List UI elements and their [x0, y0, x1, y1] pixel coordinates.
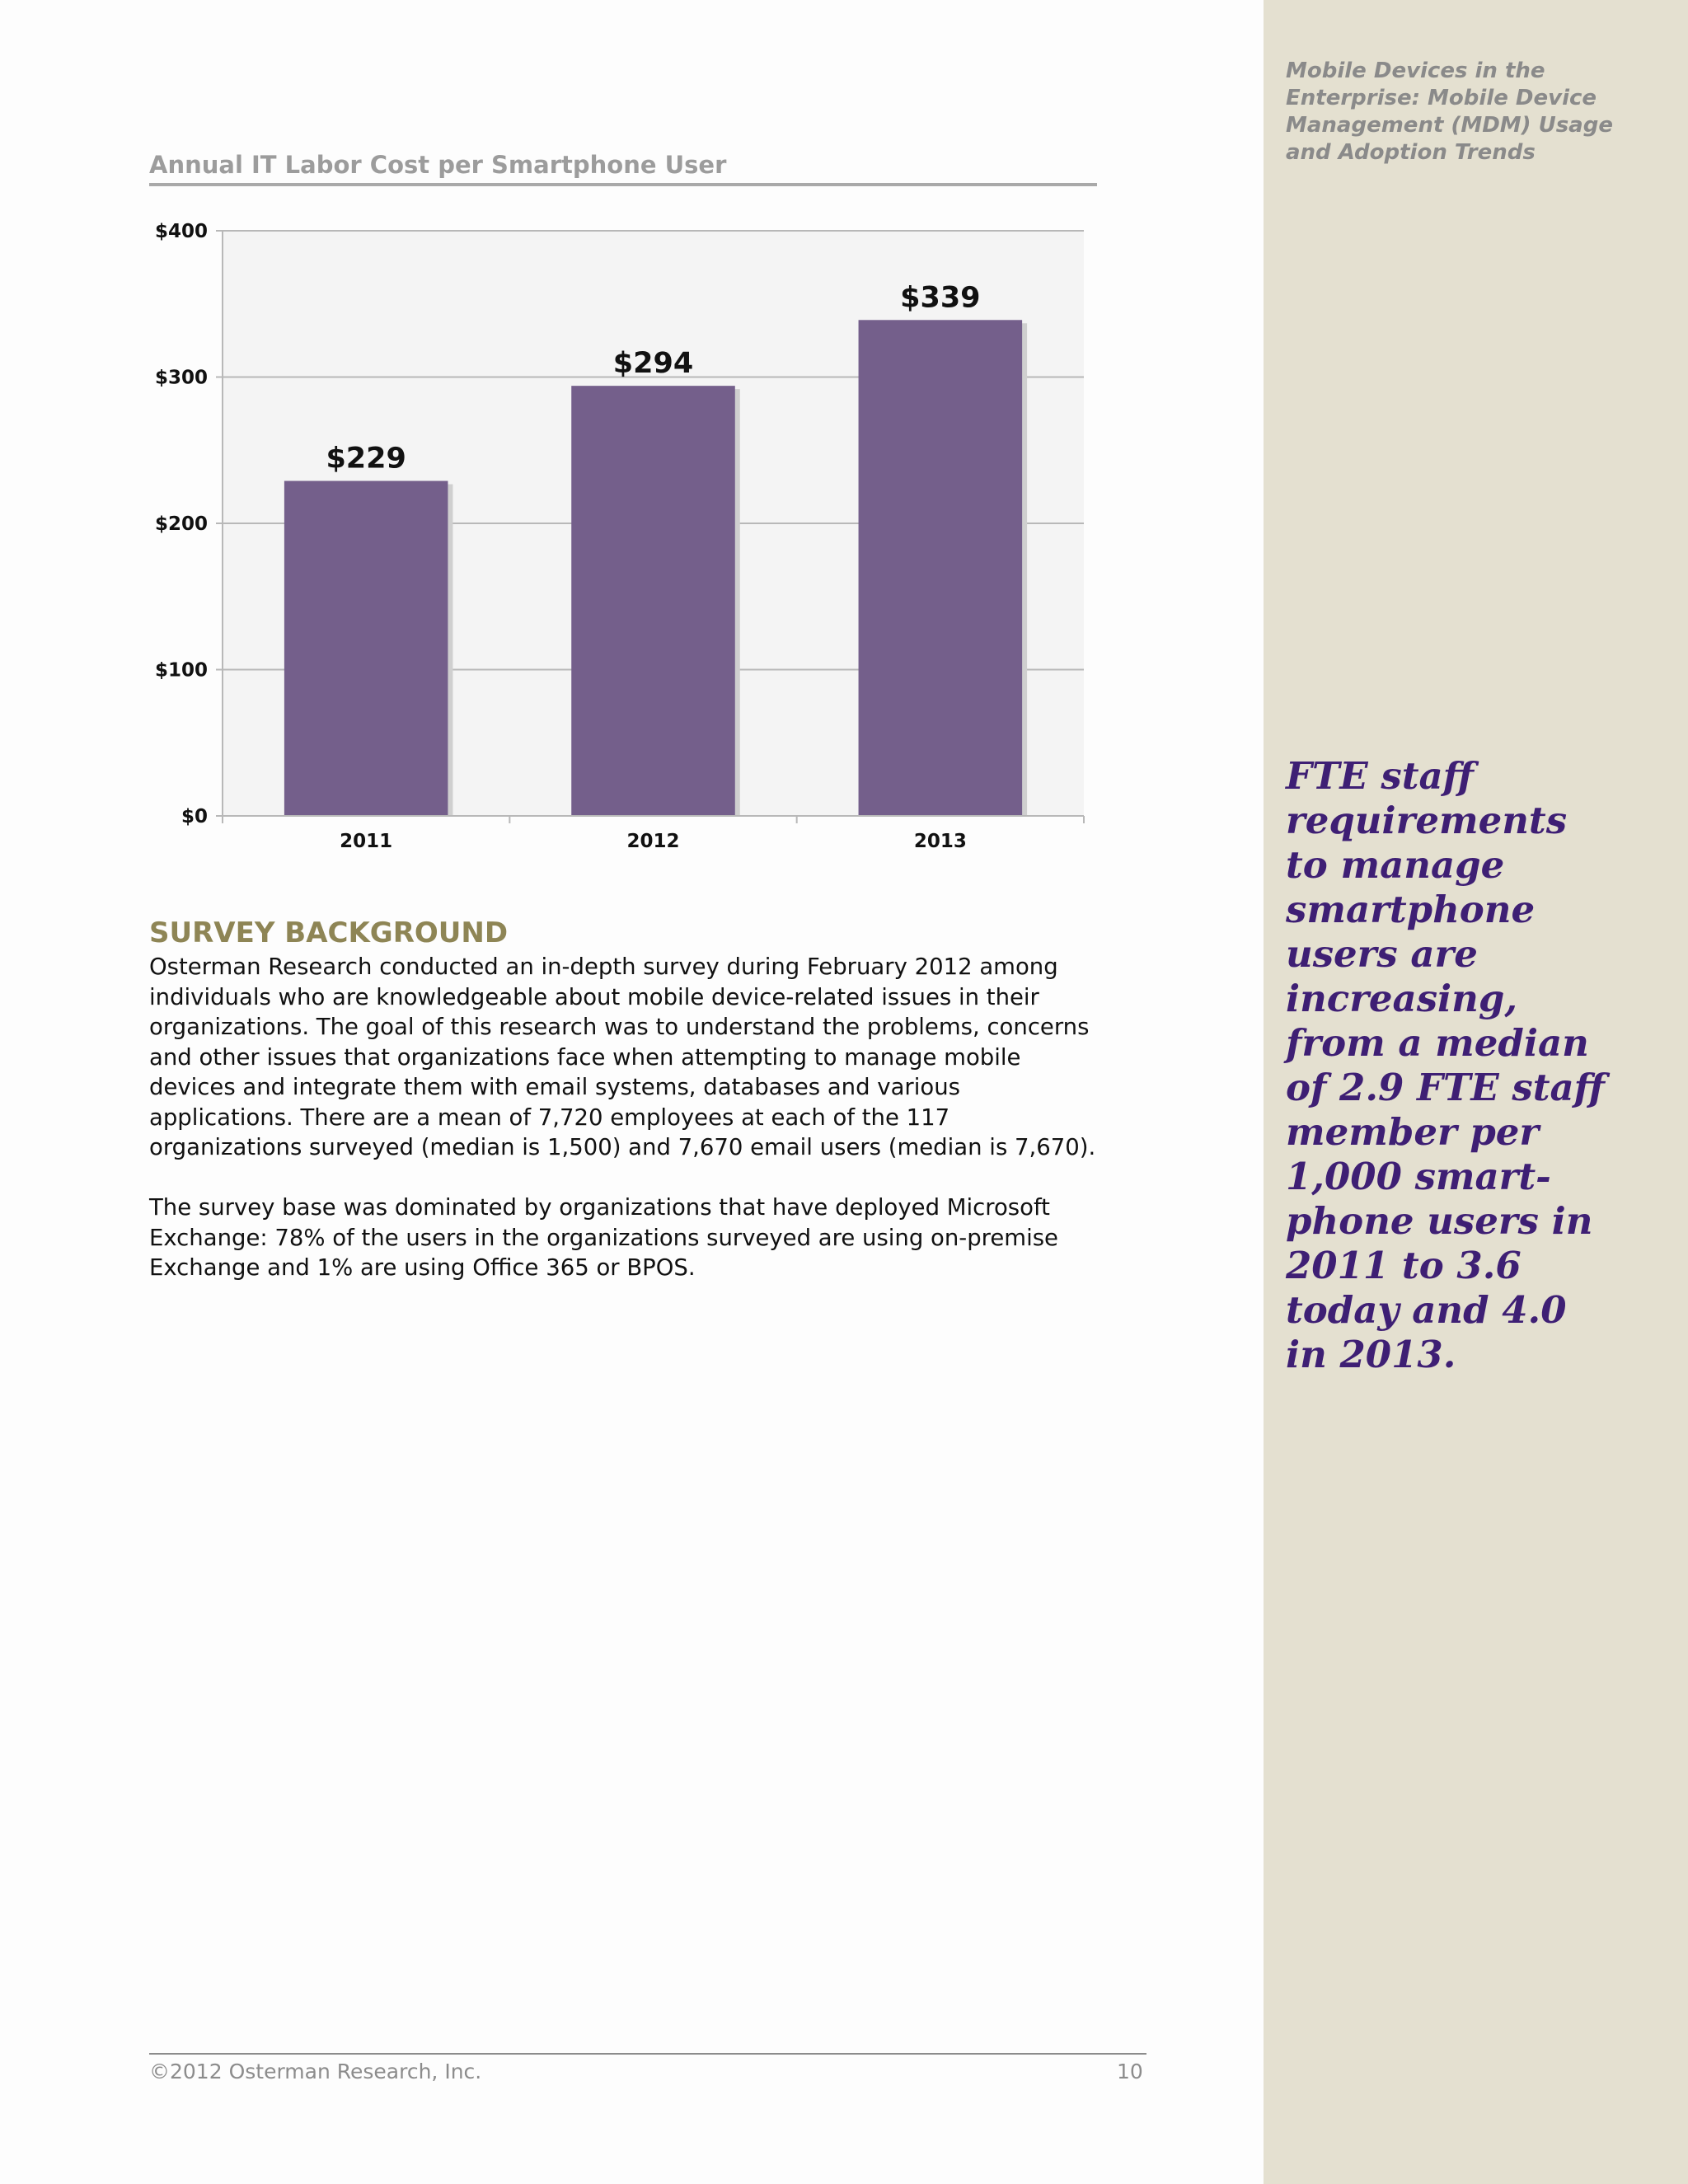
- footer-rule: [149, 2053, 1146, 2055]
- data-label: $339: [900, 281, 981, 315]
- y-tick-label: $400: [154, 221, 208, 242]
- page-number: 10: [1117, 2060, 1143, 2083]
- x-tick-label: 2012: [626, 831, 680, 852]
- bar-chart: [132, 206, 1104, 857]
- sidebar: [1264, 0, 1688, 2184]
- survey-paragraph-1: Osterman Research conducted an in-depth survey during February 2012 among individuals who are knowledgeable about mobile device-related issues in their organizations. The goal of this research was to understand the problems, concerns and other issues that organizations face when attempting to manage mobile devices and integrate them with email systems, databases and various applications. There are a mean of 7,720 employees at each of the 117 organizations surveyed (median is 1,500) and 7,670 email users (median is 7,670).: [149, 954, 1096, 1160]
- data-label: $229: [326, 442, 406, 476]
- y-tick-label: $200: [154, 513, 208, 535]
- y-tick-label: $100: [154, 659, 208, 682]
- bar: [859, 320, 1023, 816]
- footer-copyright: ©2012 Osterman Research, Inc.: [149, 2060, 482, 2083]
- x-tick-label: 2011: [340, 831, 393, 852]
- y-tick-label: $0: [181, 806, 208, 827]
- bar: [284, 481, 448, 816]
- document-title: Mobile Devices in the Enterprise: Mobile Device Management (MDM) Usage and Adoption Trends: [1286, 59, 1613, 165]
- data-label: $294: [612, 347, 694, 381]
- chart-title: Annual IT Labor Cost per Smartphone User: [149, 148, 1097, 186]
- survey-paragraph-2: The survey base was dominated by organizations that have deployed Microsoft Exchange: 78% of the users in the organizations surveyed are using on-premise Exchange and 1% are using Office 365 or BPOS.: [149, 1194, 1058, 1281]
- section-heading: SURVEY BACKGROUND: [149, 916, 509, 949]
- x-tick-label: 2013: [913, 831, 967, 852]
- pull-quote: FTE staff requirements to manage smartphone users are increasing, from a median of 2.9 FTE staff member per 1,000 smart-phone users in 2011 to 3.6 today and 4.0 in 2013.: [1286, 754, 1605, 1376]
- bar: [571, 386, 735, 816]
- y-tick-label: $300: [154, 367, 208, 389]
